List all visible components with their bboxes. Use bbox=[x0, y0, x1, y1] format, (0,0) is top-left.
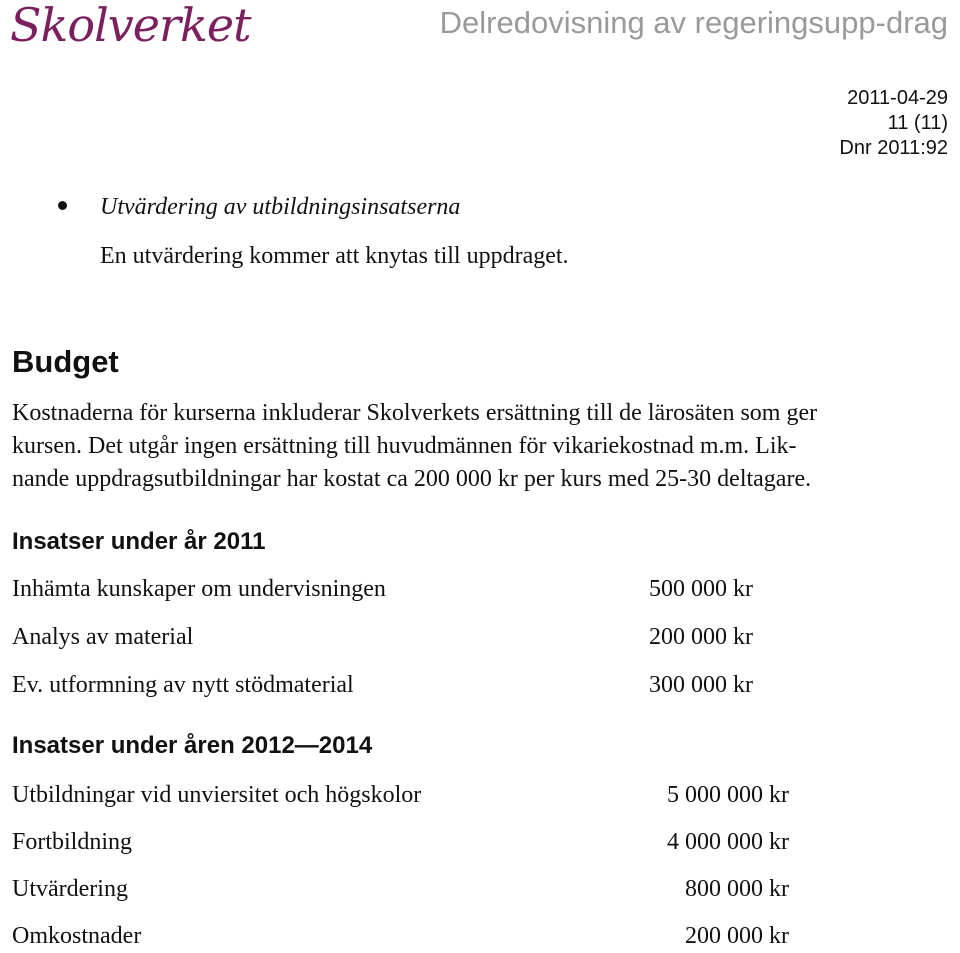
cost-amount: 500 000 kr bbox=[649, 576, 753, 602]
budget-heading: Budget bbox=[12, 344, 119, 379]
cost-label: Fortbildning bbox=[12, 829, 133, 855]
page-number: 11 (11) bbox=[887, 112, 948, 134]
cost-row bbox=[12, 622, 942, 654]
cost-amount: 800 000 kr bbox=[685, 876, 789, 902]
budget-paragraph-line: kursen. Det utgår ingen ersättning till huvudmännen för vikariekostnad m.m. Lik- bbox=[12, 433, 797, 459]
document-meta bbox=[839, 86, 948, 161]
bullet-title: Utvärdering av utbildningsinsatserna bbox=[100, 194, 461, 220]
cost-label: Utbildningar vid unviersitet och högskolor bbox=[12, 782, 422, 808]
cost-row bbox=[12, 921, 942, 953]
diary-number: Dnr 2011:92 bbox=[839, 137, 948, 159]
cost-row bbox=[12, 827, 942, 859]
cost-label: Analys av material bbox=[12, 624, 194, 650]
document-title: Delredovisning av regeringsupp-drag bbox=[439, 5, 948, 40]
insatser-2011-heading: Insatser under år 2011 bbox=[12, 528, 266, 555]
cost-label: Omkostnader bbox=[12, 923, 142, 949]
cost-amount: 200 000 kr bbox=[685, 923, 789, 949]
cost-row bbox=[12, 574, 942, 606]
cost-amount: 200 000 kr bbox=[649, 624, 753, 650]
budget-paragraph bbox=[12, 397, 960, 496]
insatser-2012-2014-heading: Insatser under åren 2012—2014 bbox=[12, 732, 373, 759]
budget-paragraph-line: nande uppdragsutbildningar har kostat ca 200 000 kr per kurs med 25-30 deltagare. bbox=[12, 466, 812, 492]
cost-label: Utvärdering bbox=[12, 876, 128, 902]
skolverket-logo: Skolverket bbox=[10, 0, 251, 52]
cost-row bbox=[12, 670, 942, 702]
bullet-text: En utvärdering kommer att knytas till uppdraget. bbox=[100, 243, 569, 269]
cost-row bbox=[12, 780, 942, 812]
cost-amount: 5 000 000 kr bbox=[667, 782, 789, 808]
cost-row bbox=[12, 874, 942, 906]
cost-amount: 300 000 kr bbox=[649, 672, 753, 698]
bullet-icon bbox=[58, 201, 67, 210]
document-date: 2011-04-29 bbox=[847, 87, 948, 109]
budget-paragraph-line: Kostnaderna för kurserna inkluderar Skolverkets ersättning till de lärosäten som ger bbox=[12, 400, 818, 426]
cost-label: Ev. utformning av nytt stödmaterial bbox=[12, 672, 354, 698]
cost-label: Inhämta kunskaper om undervisningen bbox=[12, 576, 386, 602]
cost-amount: 4 000 000 kr bbox=[667, 829, 789, 855]
